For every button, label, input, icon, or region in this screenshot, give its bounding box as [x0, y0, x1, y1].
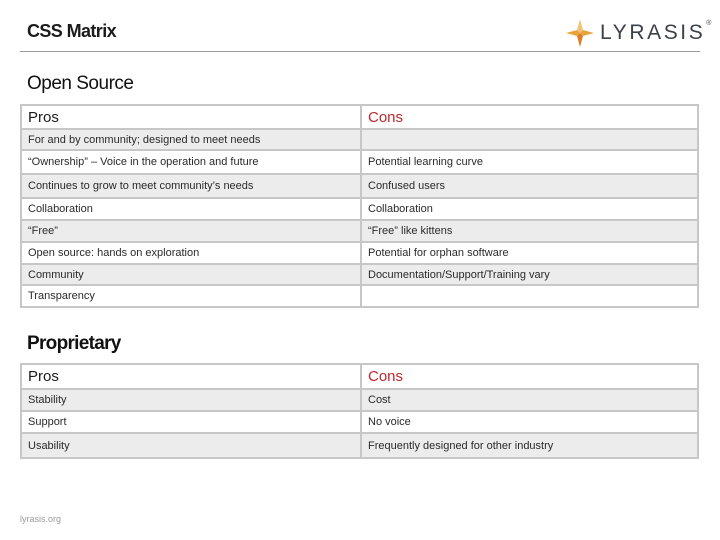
table-row	[21, 285, 698, 307]
cons-cell	[361, 285, 698, 307]
table-row	[21, 389, 698, 411]
table-row	[21, 150, 698, 174]
open-source-matrix	[20, 104, 699, 308]
pros-header: Pros	[21, 105, 361, 129]
table-row	[21, 198, 698, 220]
cons-cell: Collaboration	[361, 198, 698, 220]
pros-header: Pros	[21, 364, 361, 389]
pros-cell: For and by community; designed to meet needs	[21, 129, 361, 150]
pros-cell: Transparency	[21, 285, 361, 307]
header-divider	[20, 51, 700, 52]
pros-cell: Usability	[21, 433, 361, 458]
table-row	[21, 220, 698, 242]
cons-cell: Documentation/Support/Training vary	[361, 264, 698, 285]
slide-title: CSS Matrix	[27, 21, 117, 41]
table-row	[21, 129, 698, 150]
pros-cell: Support	[21, 411, 361, 433]
lyrasis-logo	[566, 18, 712, 48]
pros-cell: Community	[21, 264, 361, 285]
open-source-heading: Open Source	[27, 73, 134, 94]
pros-cell: “Free”	[21, 220, 361, 242]
table-row	[21, 411, 698, 433]
cons-cell: “Free” like kittens	[361, 220, 698, 242]
table-row	[21, 433, 698, 458]
cons-cell: Frequently designed for other industry	[361, 433, 698, 458]
pros-cell: Continues to grow to meet community’s needs	[21, 174, 361, 198]
table-row	[21, 264, 698, 285]
cons-cell: Potential for orphan software	[361, 242, 698, 264]
table-row	[21, 242, 698, 264]
cons-cell: Potential learning curve	[361, 150, 698, 174]
registered-mark: ®	[706, 20, 712, 27]
table-row	[21, 174, 698, 198]
pros-cell: Open source: hands on exploration	[21, 242, 361, 264]
cons-cell: No voice	[361, 411, 698, 433]
logo-wordmark: LYRASIS	[600, 21, 706, 44]
pros-cell: Stability	[21, 389, 361, 411]
cons-cell: Confused users	[361, 174, 698, 198]
pros-cell: Collaboration	[21, 198, 361, 220]
table-header-row	[21, 364, 698, 389]
cons-cell: Cost	[361, 389, 698, 411]
proprietary-matrix	[20, 363, 699, 459]
pros-cell: “Ownership” – Voice in the operation and future	[21, 150, 361, 174]
cons-header: Cons	[361, 364, 698, 389]
lyrasis-star-icon	[566, 19, 594, 47]
proprietary-heading: Proprietary	[27, 333, 121, 354]
table-header-row	[21, 105, 698, 129]
footer-url: lyrasis.org	[20, 514, 62, 524]
cons-cell	[361, 129, 698, 150]
cons-header: Cons	[361, 105, 698, 129]
